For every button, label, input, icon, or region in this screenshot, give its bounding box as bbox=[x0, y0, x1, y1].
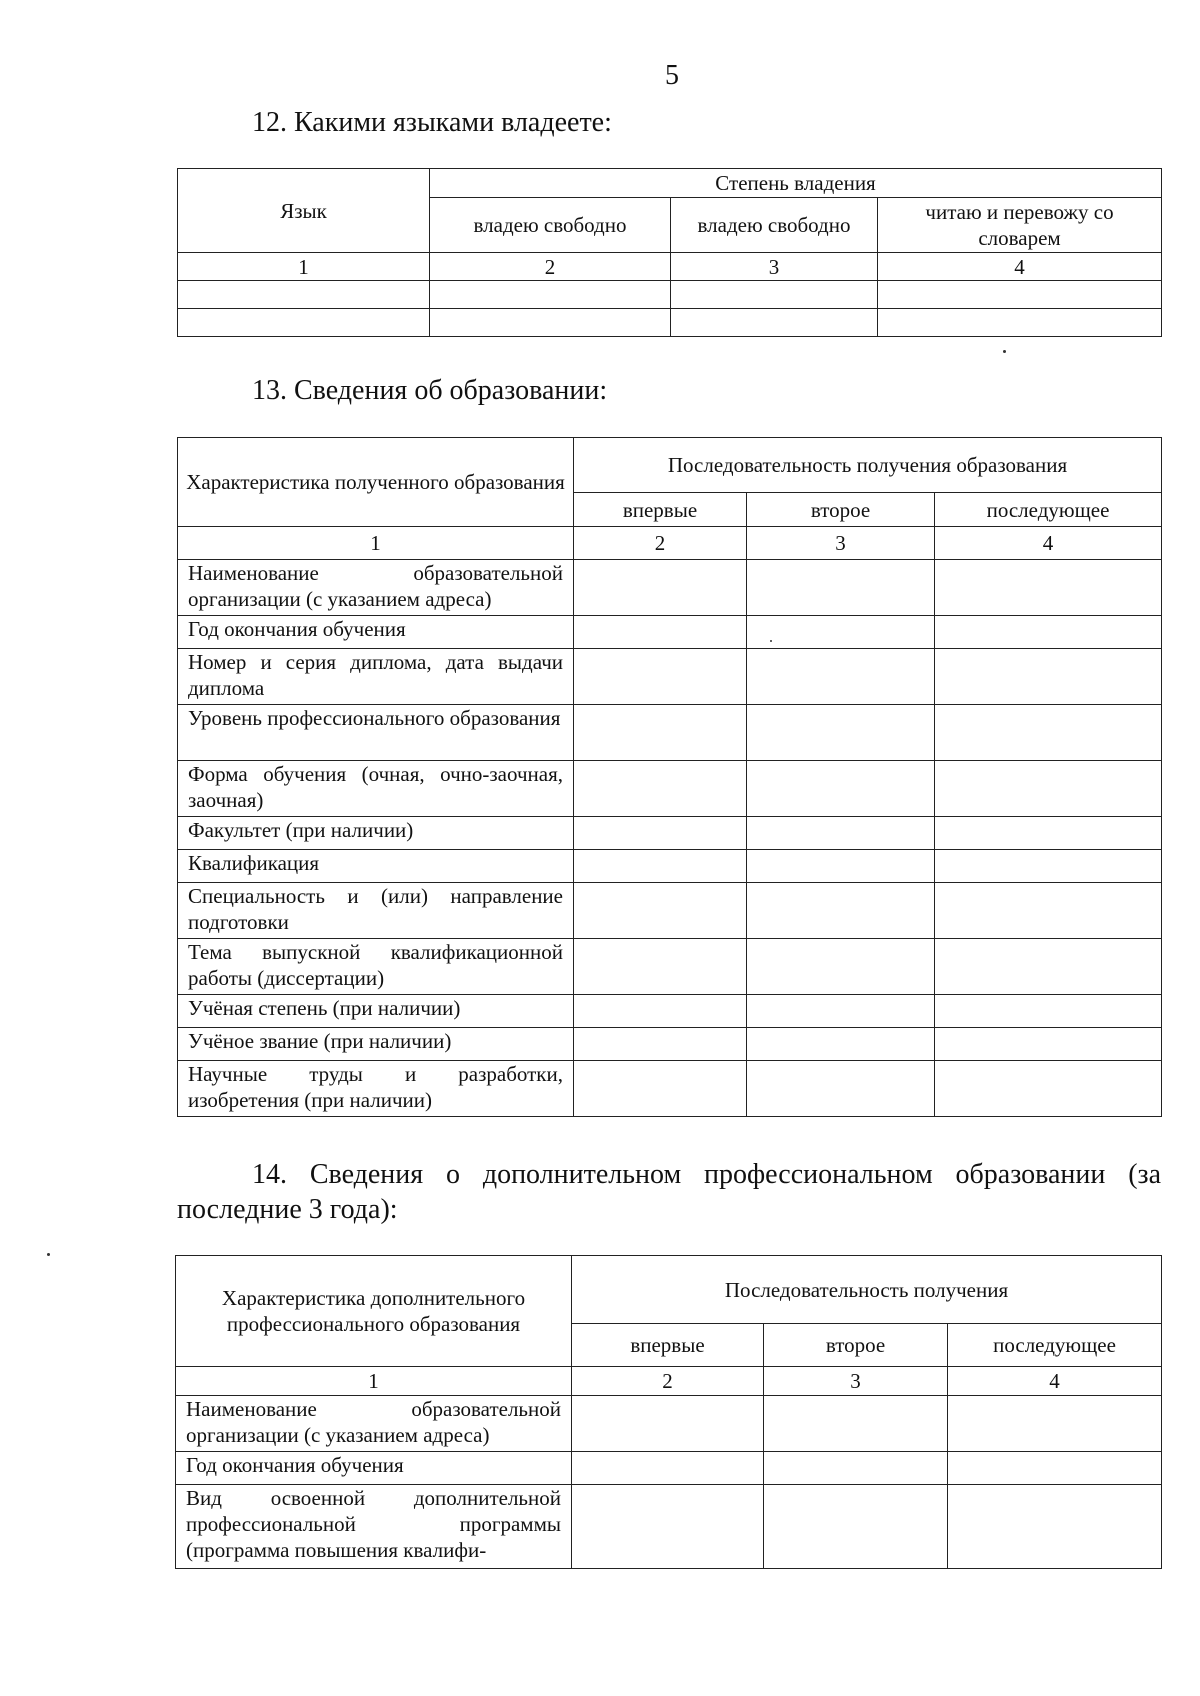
column-number-row bbox=[176, 1367, 1162, 1396]
table-row bbox=[178, 705, 1162, 761]
row-label-academic-title: Учёное звание (при наличии) bbox=[178, 1028, 574, 1061]
empty-cell[interactable] bbox=[935, 616, 1162, 649]
empty-cell[interactable] bbox=[572, 1396, 764, 1452]
column-number: 1 bbox=[178, 527, 574, 560]
column-number: 4 bbox=[948, 1367, 1162, 1396]
table-header-row bbox=[176, 1256, 1162, 1324]
table-row bbox=[178, 850, 1162, 883]
row-label-faculty: Факультет (при наличии) bbox=[178, 817, 574, 850]
table-row bbox=[178, 616, 1162, 649]
row-label-specialty: Специальность и (или) направление подготовки bbox=[178, 883, 574, 939]
empty-cell[interactable] bbox=[935, 850, 1162, 883]
empty-cell[interactable] bbox=[935, 705, 1162, 761]
column-header-second: второе bbox=[747, 493, 935, 527]
empty-cell[interactable] bbox=[747, 883, 935, 939]
empty-cell[interactable] bbox=[935, 939, 1162, 995]
empty-cell[interactable] bbox=[574, 705, 747, 761]
empty-cell[interactable] bbox=[572, 1485, 764, 1569]
column-number-row bbox=[178, 253, 1162, 281]
empty-cell[interactable] bbox=[574, 883, 747, 939]
column-header-fluent-2: владею свободно bbox=[671, 198, 878, 253]
column-header-first: впервые bbox=[572, 1324, 764, 1367]
column-header-subsequent: последующее bbox=[935, 493, 1162, 527]
empty-cell[interactable] bbox=[178, 309, 430, 337]
empty-cell[interactable] bbox=[574, 1061, 747, 1117]
row-label-study-form: Форма обучения (очная, очно-заочная, заочная) bbox=[178, 761, 574, 817]
section-14-heading: 14. Сведения о дополнительном профессиональном образовании (за последние 3 года): bbox=[177, 1159, 1161, 1225]
empty-cell[interactable] bbox=[574, 939, 747, 995]
empty-cell[interactable] bbox=[574, 761, 747, 817]
column-number: 2 bbox=[574, 527, 747, 560]
column-number: 3 bbox=[747, 527, 935, 560]
column-number: 1 bbox=[178, 253, 430, 281]
empty-cell[interactable] bbox=[948, 1452, 1162, 1485]
empty-cell[interactable] bbox=[747, 939, 935, 995]
empty-cell[interactable] bbox=[747, 850, 935, 883]
table-row bbox=[178, 883, 1162, 939]
column-number: 4 bbox=[878, 253, 1162, 281]
group-header-proficiency: Степень владения bbox=[430, 169, 1162, 198]
row-label-scientific-works: Научные труды и разработки, изобретения (при наличии) bbox=[178, 1061, 574, 1117]
column-number: 4 bbox=[935, 527, 1162, 560]
column-number: 3 bbox=[764, 1367, 948, 1396]
row-label-thesis-topic: Тема выпускной квалификационной работы (диссертации) bbox=[178, 939, 574, 995]
row-label-institution: Наименование образовательной организации (с указанием адреса) bbox=[176, 1396, 572, 1452]
empty-cell[interactable] bbox=[574, 995, 747, 1028]
empty-cell[interactable] bbox=[572, 1452, 764, 1485]
row-label-education-level: Уровень профессионального образования bbox=[178, 705, 574, 761]
table-row bbox=[178, 281, 1162, 309]
row-label-institution: Наименование образовательной организации (с указанием адреса) bbox=[178, 560, 574, 616]
column-header-fluent-1: владею свободно bbox=[430, 198, 671, 253]
empty-cell[interactable] bbox=[747, 1028, 935, 1061]
column-header-dictionary: читаю и перевожу со словарем bbox=[878, 198, 1162, 253]
empty-cell[interactable] bbox=[671, 309, 878, 337]
education-table bbox=[177, 437, 1162, 1117]
empty-cell[interactable] bbox=[935, 995, 1162, 1028]
empty-cell[interactable] bbox=[747, 560, 935, 616]
empty-cell[interactable] bbox=[935, 817, 1162, 850]
empty-cell[interactable] bbox=[574, 649, 747, 705]
empty-cell[interactable] bbox=[747, 649, 935, 705]
table-header-row bbox=[178, 169, 1162, 198]
column-number: 2 bbox=[572, 1367, 764, 1396]
row-label-graduation-year: Год окончания обучения bbox=[176, 1452, 572, 1485]
table-row bbox=[178, 817, 1162, 850]
empty-cell[interactable] bbox=[747, 1061, 935, 1117]
empty-cell[interactable] bbox=[574, 1028, 747, 1061]
table-row bbox=[178, 761, 1162, 817]
section-13-heading: 13. Сведения об образовании: bbox=[252, 375, 608, 406]
empty-cell[interactable] bbox=[878, 309, 1162, 337]
table-row bbox=[176, 1452, 1162, 1485]
empty-cell[interactable] bbox=[935, 761, 1162, 817]
group-header-sequence: Последовательность получения образования bbox=[574, 438, 1162, 493]
empty-cell[interactable] bbox=[935, 1061, 1162, 1117]
empty-cell[interactable] bbox=[935, 649, 1162, 705]
table-header-row bbox=[178, 438, 1162, 493]
empty-cell[interactable] bbox=[574, 817, 747, 850]
speck bbox=[770, 640, 772, 642]
column-number: 2 bbox=[430, 253, 671, 281]
column-number: 1 bbox=[176, 1367, 572, 1396]
speck bbox=[1003, 350, 1006, 353]
languages-table bbox=[177, 168, 1162, 337]
empty-cell[interactable] bbox=[747, 761, 935, 817]
row-label-qualification: Квалификация bbox=[178, 850, 574, 883]
table-row bbox=[176, 1396, 1162, 1452]
empty-cell[interactable] bbox=[747, 817, 935, 850]
empty-cell[interactable] bbox=[747, 616, 935, 649]
empty-cell[interactable] bbox=[430, 281, 671, 309]
empty-cell[interactable] bbox=[671, 281, 878, 309]
table-row bbox=[178, 1028, 1162, 1061]
column-header-language: Язык bbox=[178, 169, 430, 253]
section-12-heading: 12. Какими языками владеете: bbox=[252, 107, 612, 138]
empty-cell[interactable] bbox=[935, 560, 1162, 616]
empty-cell[interactable] bbox=[764, 1485, 948, 1569]
additional-education-table bbox=[175, 1255, 1162, 1569]
speck bbox=[47, 1253, 50, 1256]
row-label-academic-degree: Учёная степень (при наличии) bbox=[178, 995, 574, 1028]
empty-cell[interactable] bbox=[948, 1485, 1162, 1569]
column-header-subsequent: последующее bbox=[948, 1324, 1162, 1367]
empty-cell[interactable] bbox=[764, 1452, 948, 1485]
page-number: 5 bbox=[665, 60, 679, 91]
empty-cell[interactable] bbox=[178, 281, 430, 309]
table-row bbox=[178, 309, 1162, 337]
group-header-sequence: Последовательность получения bbox=[572, 1256, 1162, 1324]
table-row bbox=[178, 995, 1162, 1028]
empty-cell[interactable] bbox=[574, 850, 747, 883]
column-header-first: впервые bbox=[574, 493, 747, 527]
column-header-second: второе bbox=[764, 1324, 948, 1367]
column-number-row bbox=[178, 527, 1162, 560]
table-row bbox=[178, 1061, 1162, 1117]
table-row bbox=[178, 560, 1162, 616]
column-number: 3 bbox=[671, 253, 878, 281]
empty-cell[interactable] bbox=[764, 1396, 948, 1452]
row-label-program-type: Вид освоенной дополнительной профессиональной программы (программа повышения квалифи- bbox=[176, 1485, 572, 1569]
empty-cell[interactable] bbox=[747, 995, 935, 1028]
row-label-diploma: Номер и серия диплома, дата выдачи диплома bbox=[178, 649, 574, 705]
empty-cell[interactable] bbox=[574, 560, 747, 616]
row-label-graduation-year: Год окончания обучения bbox=[178, 616, 574, 649]
empty-cell[interactable] bbox=[935, 1028, 1162, 1061]
empty-cell[interactable] bbox=[747, 705, 935, 761]
table-row bbox=[178, 939, 1162, 995]
table-row bbox=[176, 1485, 1162, 1569]
empty-cell[interactable] bbox=[574, 616, 747, 649]
empty-cell[interactable] bbox=[935, 883, 1162, 939]
empty-cell[interactable] bbox=[878, 281, 1162, 309]
column-header-characteristic: Характеристика дополнительного профессионального образования bbox=[176, 1256, 572, 1367]
column-header-characteristic: Характеристика полученного образования bbox=[178, 438, 574, 527]
empty-cell[interactable] bbox=[430, 309, 671, 337]
empty-cell[interactable] bbox=[948, 1396, 1162, 1452]
table-row bbox=[178, 649, 1162, 705]
